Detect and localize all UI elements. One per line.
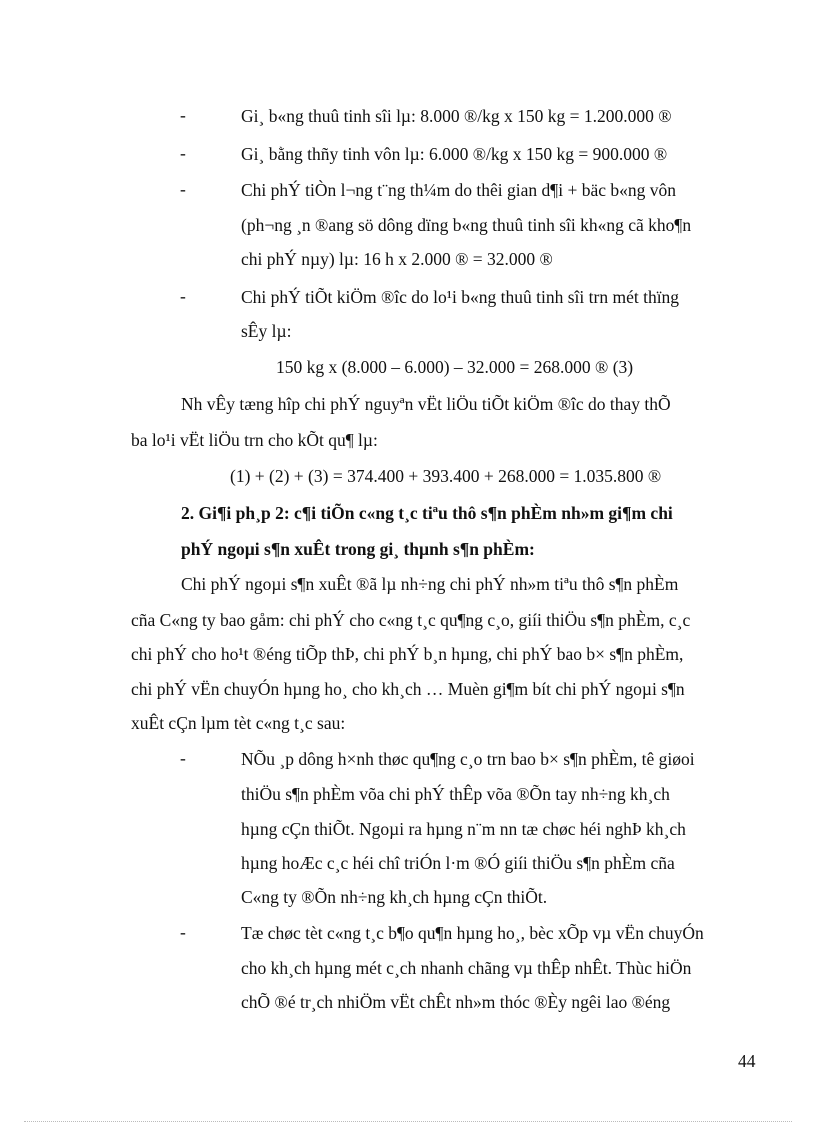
formula-line: (1) + (2) + (3) = 374.400 + 393.400 + 268.000 = 1.035.800 ® — [230, 466, 662, 486]
bullet-line: hµng cÇn thiÕt. Ngoµi ra hµng n¨m nn tæ chøc héi nghÞ kh¸ch — [241, 819, 686, 839]
bullet-dash: - — [180, 922, 186, 942]
bullet-dash: - — [180, 286, 186, 306]
bullet-line: cho kh¸ch hµng mét c¸ch nhanh chãng vµ thÊp nhÊt. Thùc hiÖn — [241, 958, 692, 978]
bullet-line: sÊy lµ: — [241, 321, 292, 341]
bullet-line: C«ng ty ®Õn nh÷ng kh¸ch hµng cÇn thiÕt. — [241, 887, 548, 907]
paragraph-line: cña C«ng ty bao gåm: chi phÝ cho c«ng t¸c qu¶ng c¸o, giíi thiÖu s¶n phÈm, c¸c — [131, 610, 691, 630]
paragraph-line: Nh vÊy tæng hîp chi phÝ nguyªn vËt liÖu tiÕt kiÖm ®îc do thay thÕ — [181, 394, 671, 414]
paragraph-line: chi phÝ vËn chuyÓn hµng ho¸ cho kh¸ch … Muèn gi¶m bít chi phÝ ngoµi s¶n — [131, 679, 685, 699]
page-number: 44 — [738, 1051, 756, 1071]
paragraph-line: chi phÝ cho ho¹t ®éng tiÕp thÞ, chi phÝ b¸n hµng, chi phÝ bao b× s¶n phÈm, — [131, 644, 684, 664]
section-heading: 2. Gi¶i ph¸p 2: c¶i tiÕn c«ng t¸c tiªu thô s¶n phÈm nh»m gi¶m chi — [181, 503, 673, 523]
paragraph-line: xuÊt cÇn lµm tèt c«ng t¸c sau: — [131, 713, 346, 733]
paragraph-line: Chi phÝ ngoµi s¶n xuÊt ®ã lµ nh÷ng chi phÝ nh»m tiªu thô s¶n phÈm — [181, 574, 679, 594]
section-heading: phÝ ngoµi s¶n xuÊt trong gi¸ thµnh s¶n phÈm: — [181, 539, 535, 559]
bullet-line: Gi¸ bằng thñy tinh vôn lµ: 6.000 ®/kg x 150 kg = 900.000 ® — [241, 144, 668, 164]
bullet-line: Tæ chøc tèt c«ng t¸c b¶o qu¶n hµng ho¸, bèc xÕp vµ vËn chuyÓn — [241, 923, 704, 943]
bullet-dash: - — [180, 143, 186, 163]
bullet-line: Chi phÝ tiÕt kiÖm ®îc do lo¹i b«ng thuû tinh sîi trn mét thïng — [241, 287, 680, 307]
paragraph-line: ba lo¹i vËt liÖu trn cho kÕt qu¶ lµ: — [131, 430, 378, 450]
bullet-line: Chi phÝ tiÒn l¬ng t¨ng th¼m do thêi gian d¶i + bäc b«ng vôn — [241, 180, 676, 200]
bullet-line: thiÖu s¶n phÈm võa chi phÝ thÊp võa ®Õn tay nh÷ng kh¸ch — [241, 784, 670, 804]
bullet-line: Gi¸ b«ng thuû tinh sîi lµ: 8.000 ®/kg x 150 kg = 1.200.000 ® — [241, 106, 672, 126]
bullet-line: chi phÝ nµy) lµ: 16 h x 2.000 ® = 32.000 ® — [241, 249, 553, 269]
footer-divider — [24, 1121, 792, 1122]
bullet-dash: - — [180, 748, 186, 768]
bullet-line: hµng hoÆc c¸c héi chî triÓn l·m ®Ó giíi thiÖu s¶n phÈm cña — [241, 853, 675, 873]
bullet-dash: - — [180, 105, 186, 125]
formula-line: 150 kg x (8.000 – 6.000) – 32.000 = 268.000 ® (3) — [276, 357, 634, 377]
bullet-line: NÕu ¸p dông h×nh thøc qu¶ng c¸o trn bao b× s¶n phÈm, tê giøoi — [241, 749, 695, 769]
bullet-line: (ph¬ng ¸n ®ang sö dông dïng b«ng thuû tinh sîi kh«ng cã kho¶n — [241, 215, 692, 235]
bullet-line: chÕ ®é tr¸ch nhiÖm vËt chÊt nh»m thóc ®Èy ngêi lao ®éng — [241, 992, 671, 1012]
bullet-dash: - — [180, 179, 186, 199]
